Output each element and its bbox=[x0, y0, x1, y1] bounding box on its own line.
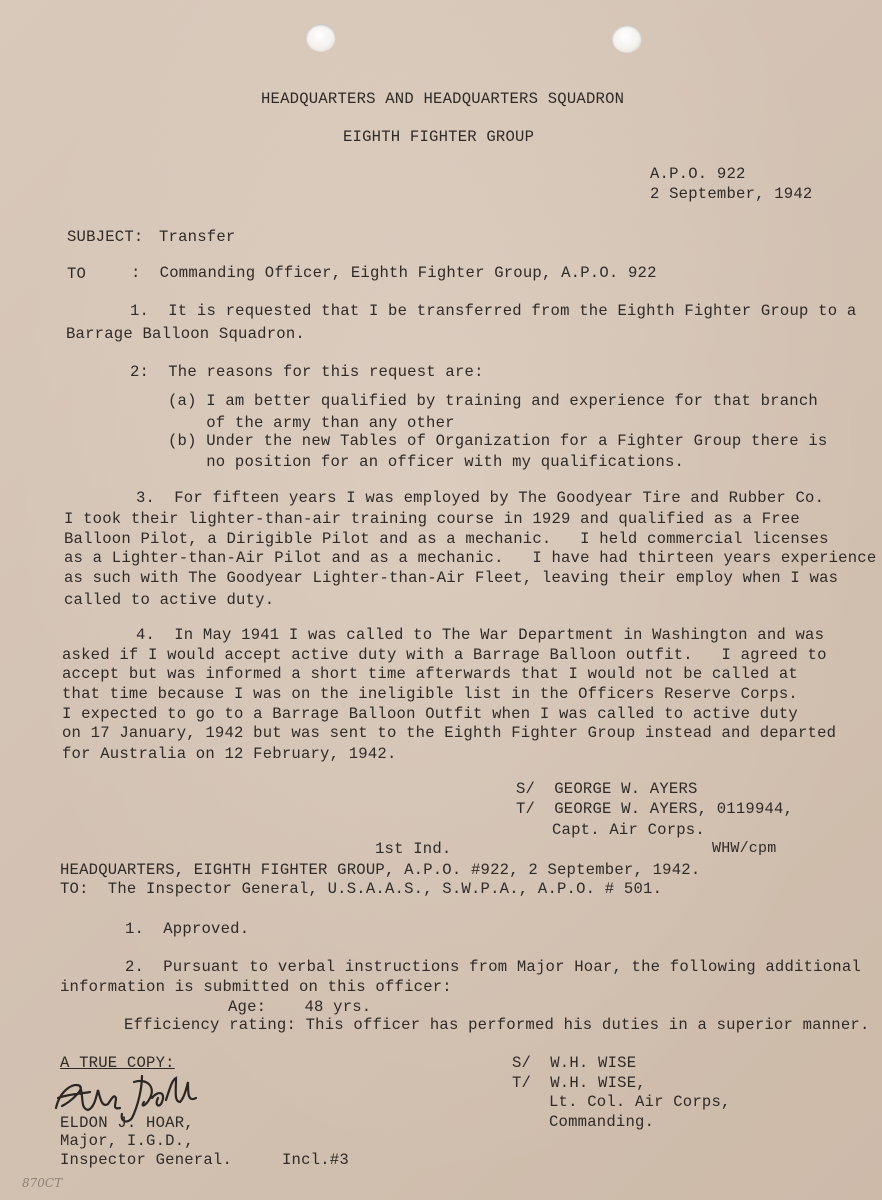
true-copy-rank: Major, I.G.D., bbox=[60, 1132, 194, 1150]
letter-date: 2 September, 1942 bbox=[650, 185, 813, 203]
inclosure-number: Incl.#3 bbox=[282, 1151, 349, 1169]
paragraph-4-line-2: asked if I would accept active duty with a Barrage Balloon outfit. I agreed to bbox=[62, 646, 827, 664]
paragraph-4-line-6: on 17 January, 1942 but was sent to the Eighth Fighter Group instead and departed bbox=[62, 724, 837, 742]
paragraph-3-line-4: as a Lighter-than-Air Pilot and as a mechanic. I have had thirteen years experience bbox=[64, 549, 877, 567]
true-copy-name: ELDON J. HOAR, bbox=[60, 1114, 194, 1132]
subject-label: SUBJECT: bbox=[67, 228, 144, 246]
paragraph-4-line-3: accept but was informed a short time afterwards that I would not be called at bbox=[62, 665, 798, 683]
true-copy-title: Inspector General. bbox=[60, 1151, 233, 1169]
paragraph-3-line-6: called to active duty. bbox=[64, 591, 275, 609]
paragraph-3-line-2: I took their lighter-than-air training course in 1929 and qualified as a Free bbox=[64, 510, 800, 528]
punch-hole-left bbox=[306, 24, 336, 52]
paragraph-2-intro: 2: The reasons for this request are: bbox=[130, 363, 484, 381]
signature-1-rank: Capt. Air Corps. bbox=[552, 821, 705, 839]
indorsement-item-2-line-2: information is submitted on this officer: bbox=[60, 978, 452, 996]
subject-value: Transfer bbox=[159, 228, 236, 246]
paragraph-4-line-4: that time because I was on the ineligible list in the Officers Reserve Corps. bbox=[62, 685, 798, 703]
signature-2-title: Commanding. bbox=[549, 1113, 655, 1131]
paragraph-2-item-b-line-2: no position for an officer with my qualifications. bbox=[168, 453, 685, 471]
to-label: TO bbox=[67, 265, 87, 283]
paragraph-1-line-2: Barrage Balloon Squadron. bbox=[66, 325, 305, 343]
apo-number: A.P.O. 922 bbox=[650, 165, 746, 183]
typist-initials: WHW/cpm bbox=[712, 840, 777, 857]
efficiency-rating: Efficiency rating: This officer has performed his duties in a superior manner. bbox=[124, 1016, 870, 1034]
indorsement-label: 1st Ind. bbox=[375, 840, 452, 858]
punch-hole-right bbox=[612, 25, 642, 53]
paragraph-2-item-a-line-2: of the army than any other bbox=[168, 414, 455, 432]
letterhead-line-1: HEADQUARTERS AND HEADQUARTERS SQUADRON bbox=[261, 90, 625, 108]
paragraph-2-item-a-line-1: (a) I am better qualified by training and experience for that branch bbox=[168, 392, 818, 410]
signature-2-rank: Lt. Col. Air Corps, bbox=[549, 1093, 731, 1111]
paragraph-3-line-1: 3. For fifteen years I was employed by The Goodyear Tire and Rubber Co. bbox=[136, 489, 825, 507]
paragraph-4-line-7: for Australia on 12 February, 1942. bbox=[62, 745, 397, 763]
officer-age: Age: 48 yrs. bbox=[228, 998, 372, 1016]
paragraph-2-item-b-line-1: (b) Under the new Tables of Organization for a Fighter Group there is bbox=[168, 432, 828, 450]
indorsement-item-2-line-1: 2. Pursuant to verbal instructions from Major Hoar, the following additional bbox=[125, 958, 861, 976]
pencil-note: 870CT bbox=[22, 1176, 63, 1190]
signature-2-t-line: T/ W.H. WISE, bbox=[512, 1074, 646, 1092]
indorsement-item-1: 1. Approved. bbox=[125, 920, 250, 938]
paragraph-4-line-5: I expected to go to a Barrage Balloon Outfit when I was called to active duty bbox=[62, 705, 798, 723]
letterhead-line-2: EIGHTH FIGHTER GROUP bbox=[343, 128, 535, 146]
paragraph-3-line-5: as such with The Goodyear Lighter-than-Air Fleet, leaving their employ when I was bbox=[64, 569, 839, 587]
to-value: : Commanding Officer, Eighth Fighter Group, A.P.O. 922 bbox=[131, 264, 657, 282]
paragraph-4-line-1: 4. In May 1941 I was called to The War Department in Washington and was bbox=[136, 626, 825, 644]
signature-1-s-line: S/ GEORGE W. AYERS bbox=[516, 780, 698, 798]
signature-2-s-line: S/ W.H. WISE bbox=[512, 1054, 637, 1072]
indorsement-to: TO: The Inspector General, U.S.A.A.S., S.W.P.A., A.P.O. # 501. bbox=[60, 880, 663, 898]
indorsement-header: HEADQUARTERS, EIGHTH FIGHTER GROUP, A.P.O. #922, 2 September, 1942. bbox=[60, 861, 701, 879]
paragraph-3-line-3: Balloon Pilot, a Dirigible Pilot and as a mechanic. I held commercial licenses bbox=[64, 530, 829, 548]
true-copy-label: A TRUE COPY: bbox=[60, 1054, 175, 1072]
signature-1-t-line: T/ GEORGE W. AYERS, 0119944, bbox=[516, 800, 794, 818]
paragraph-1-line-1: 1. It is requested that I be transferred from the Eighth Fighter Group to a bbox=[130, 302, 857, 320]
